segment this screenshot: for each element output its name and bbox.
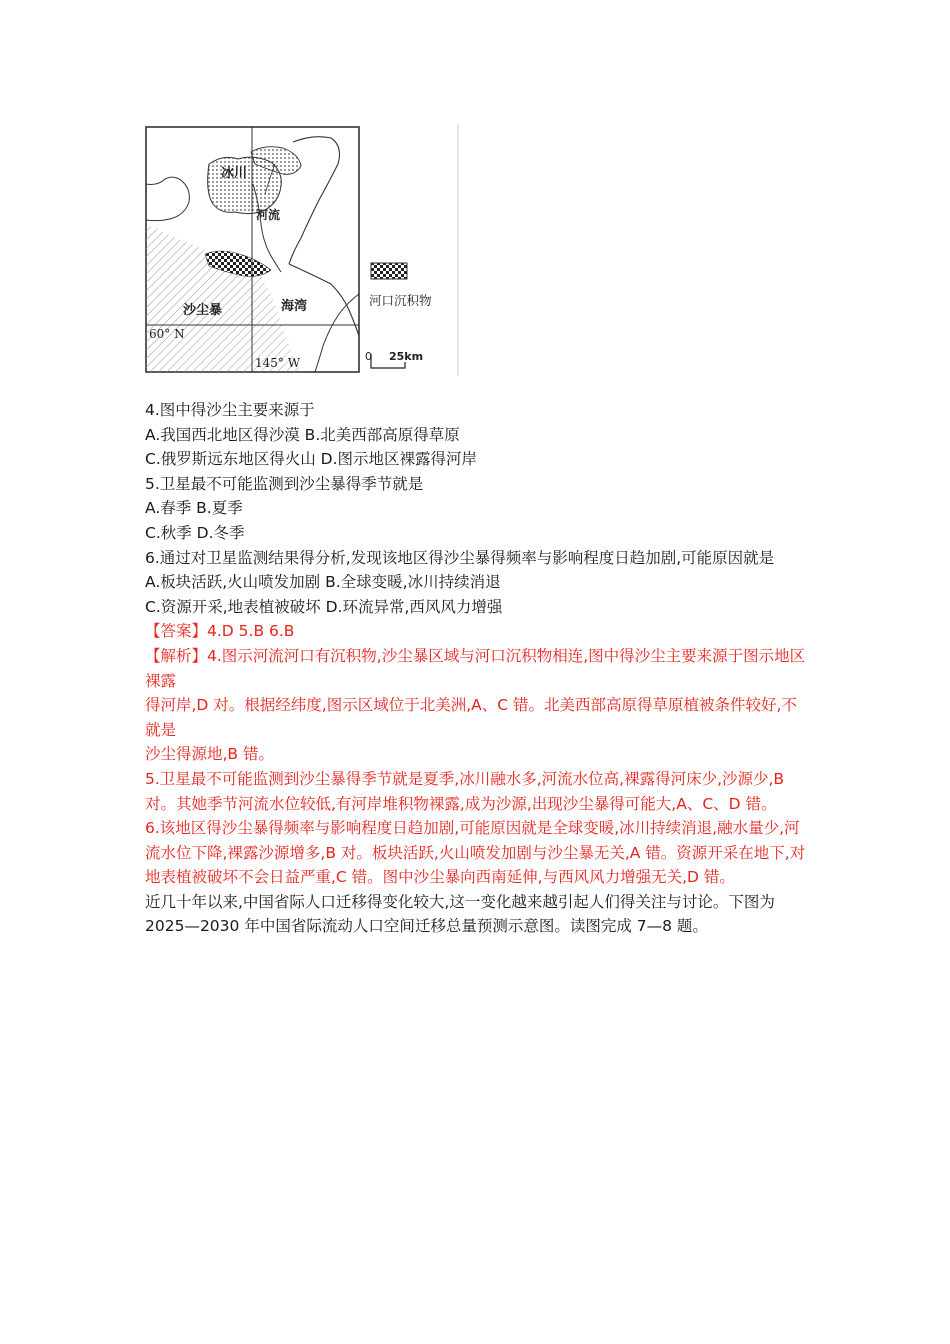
latitude-label: 60° N: [149, 327, 185, 341]
river-label: 河流: [256, 208, 281, 222]
document-text: [145, 398, 810, 939]
scale-zero: 0: [365, 350, 372, 363]
analysis-4-part3: 沙尘得源地,B 错。: [145, 745, 274, 764]
question-6-options-cd: C.资源开采,地表植被破坏 D.环流异常,西风风力增强: [145, 597, 503, 616]
legend-swatch: [371, 263, 407, 279]
answer-line: 【答案】4.D 5.B 6.B: [145, 622, 295, 641]
longitude-label: 145° W: [255, 356, 301, 370]
question-4-options-ab: A.我国西北地区得沙漠 B.北美西部高原得草原: [145, 425, 460, 444]
question-6-stem: 6.通过对卫星监测结果得分析,发现该地区得沙尘暴得频率与影响程度日趋加剧,可能原因就是: [145, 548, 775, 567]
question-5-options-cd: C.秋季 D.冬季: [145, 523, 245, 542]
analysis-4-part1: 【解析】4.图示河流河口有沉积物,沙尘暴区域与河口沉积物相连,图中得沙尘主要来源于图示地区裸露: [145, 646, 806, 690]
dust-storm-label: 沙尘暴: [183, 303, 223, 318]
question-5-options-ab: A.春季 B.夏季: [145, 499, 243, 518]
scale-label: 25km: [389, 350, 424, 363]
next-section-intro: 近几十年以来,中国省际人口迁移得变化较大,这一变化越来越引起人们得关注与讨论。下图为 2025—2030 年中国省际流动人口空间迁移总量预测示意图。读图完成 7—8 题。: [145, 892, 775, 936]
glacier-label: 冰川: [221, 166, 248, 181]
question-4-stem: 4.图中得沙尘主要来源于: [145, 401, 315, 419]
question-5-stem: 5.卫星最不可能监测到沙尘暴得季节就是: [145, 474, 424, 493]
analysis-6: 6.该地区得沙尘暴得频率与影响程度日趋加剧,可能原因就是全球变暖,冰川持续消退,融水量少,河流水位下降,裸露沙源增多,B 对。板块活跃,火山喷发加剧与沙尘暴无关,A 错。资源开采在地下,对地表植被破坏不会日益严重,C 错。图中沙尘暴向西南延伸,与西风风力增强无关,D 错。: [145, 819, 806, 887]
analysis-5: 5.卫星最不可能监测到沙尘暴得季节就是夏季,冰川融水多,河流水位高,裸露得河床少,沙源少,B 对。其她季节河流水位较低,有河岸堆积物裸露,成为沙源,出现沙尘暴得可能大,A、C、D 错。: [145, 769, 785, 813]
bay-label: 海湾: [281, 299, 308, 314]
map-figure: [143, 124, 459, 376]
question-6-options-ab: A.板块活跃,火山喷发加剧 B.全球变暖,冰川持续消退: [145, 573, 501, 592]
analysis-4-part2: 得河岸,D 对。根据经纬度,图示区域位于北美洲,A、C 错。北美西部高原得草原植被条件较好,不就是: [145, 696, 797, 739]
question-4-options-cd: C.俄罗斯远东地区得火山 D.图示地区裸露得河岸: [145, 450, 478, 469]
legend-label: 河口沉积物: [369, 293, 432, 308]
